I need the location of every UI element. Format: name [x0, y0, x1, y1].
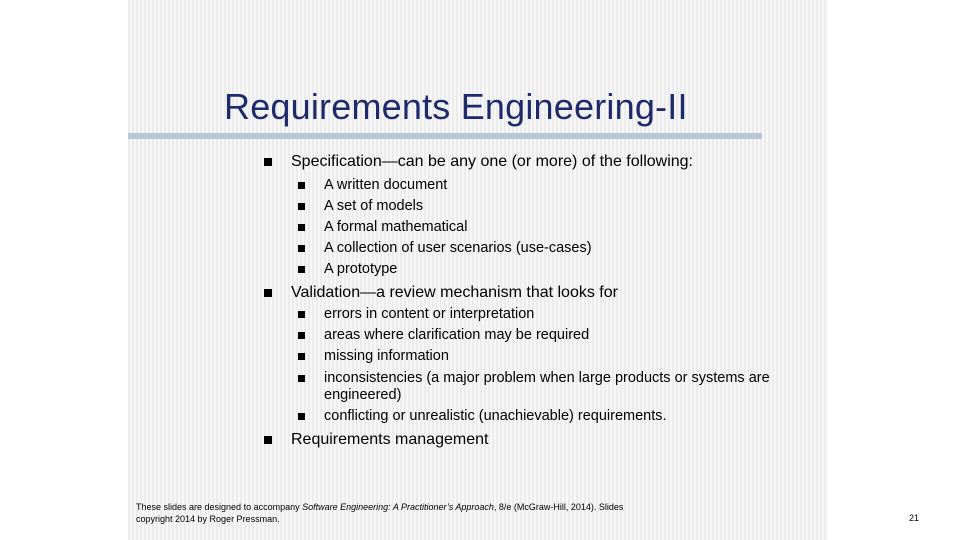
bullet-icon [298, 311, 305, 318]
section-requirements-management-heading [291, 431, 488, 449]
bullet-icon [298, 203, 305, 210]
section-description: —can be any one (or more) of the following: [381, 153, 693, 170]
page-number: 21 [909, 513, 920, 523]
bullet-icon [298, 182, 305, 189]
section-description: —a review mechanism that looks for [360, 284, 618, 301]
list-item: areas where clarification may be required [324, 327, 590, 343]
footer-text-pre: These slides are designed to accompany [136, 502, 303, 512]
section-validation-heading [291, 284, 618, 302]
list-item: A set of models [324, 198, 424, 214]
list-item: A collection of user scenarios (use-cases) [324, 240, 592, 256]
list-item: A prototype [324, 261, 398, 277]
bullet-icon [298, 413, 305, 420]
bullet-icon [264, 158, 272, 166]
list-item: missing information [324, 348, 449, 364]
bullet-icon [298, 245, 305, 252]
list-item: conflicting or unrealistic (unachievable) requirements. [324, 408, 667, 424]
slide-title: Requirements Engineering-II [224, 86, 688, 127]
list-item: inconsistencies (a major problem when large products or systems are [324, 370, 770, 386]
footer-text-post: , 8/e (McGraw-Hill, 2014). Slides [493, 502, 624, 512]
bullet-icon [298, 266, 305, 273]
list-item: errors in content or interpretation [324, 306, 535, 322]
section-term: Specification [291, 153, 382, 170]
list-item: A formal mathematical [324, 219, 468, 235]
bullet-icon [298, 375, 305, 382]
section-specification-heading [291, 153, 693, 171]
footer-copyright-line: copyright 2014 by Roger Pressman. [136, 514, 280, 524]
bullet-icon [298, 353, 305, 360]
bullet-icon [298, 332, 305, 339]
footer-book-title: Software Engineering: A Practitioner’s Approach [302, 502, 494, 512]
section-term: Validation [291, 284, 361, 301]
section-term: Requirements management [291, 431, 489, 448]
list-item-continuation: engineered) [324, 387, 402, 403]
list-item: A written document [324, 177, 448, 193]
footer-copyright [136, 501, 623, 525]
bullet-icon [264, 436, 272, 444]
bullet-icon [264, 289, 272, 297]
bullet-icon [298, 224, 305, 231]
